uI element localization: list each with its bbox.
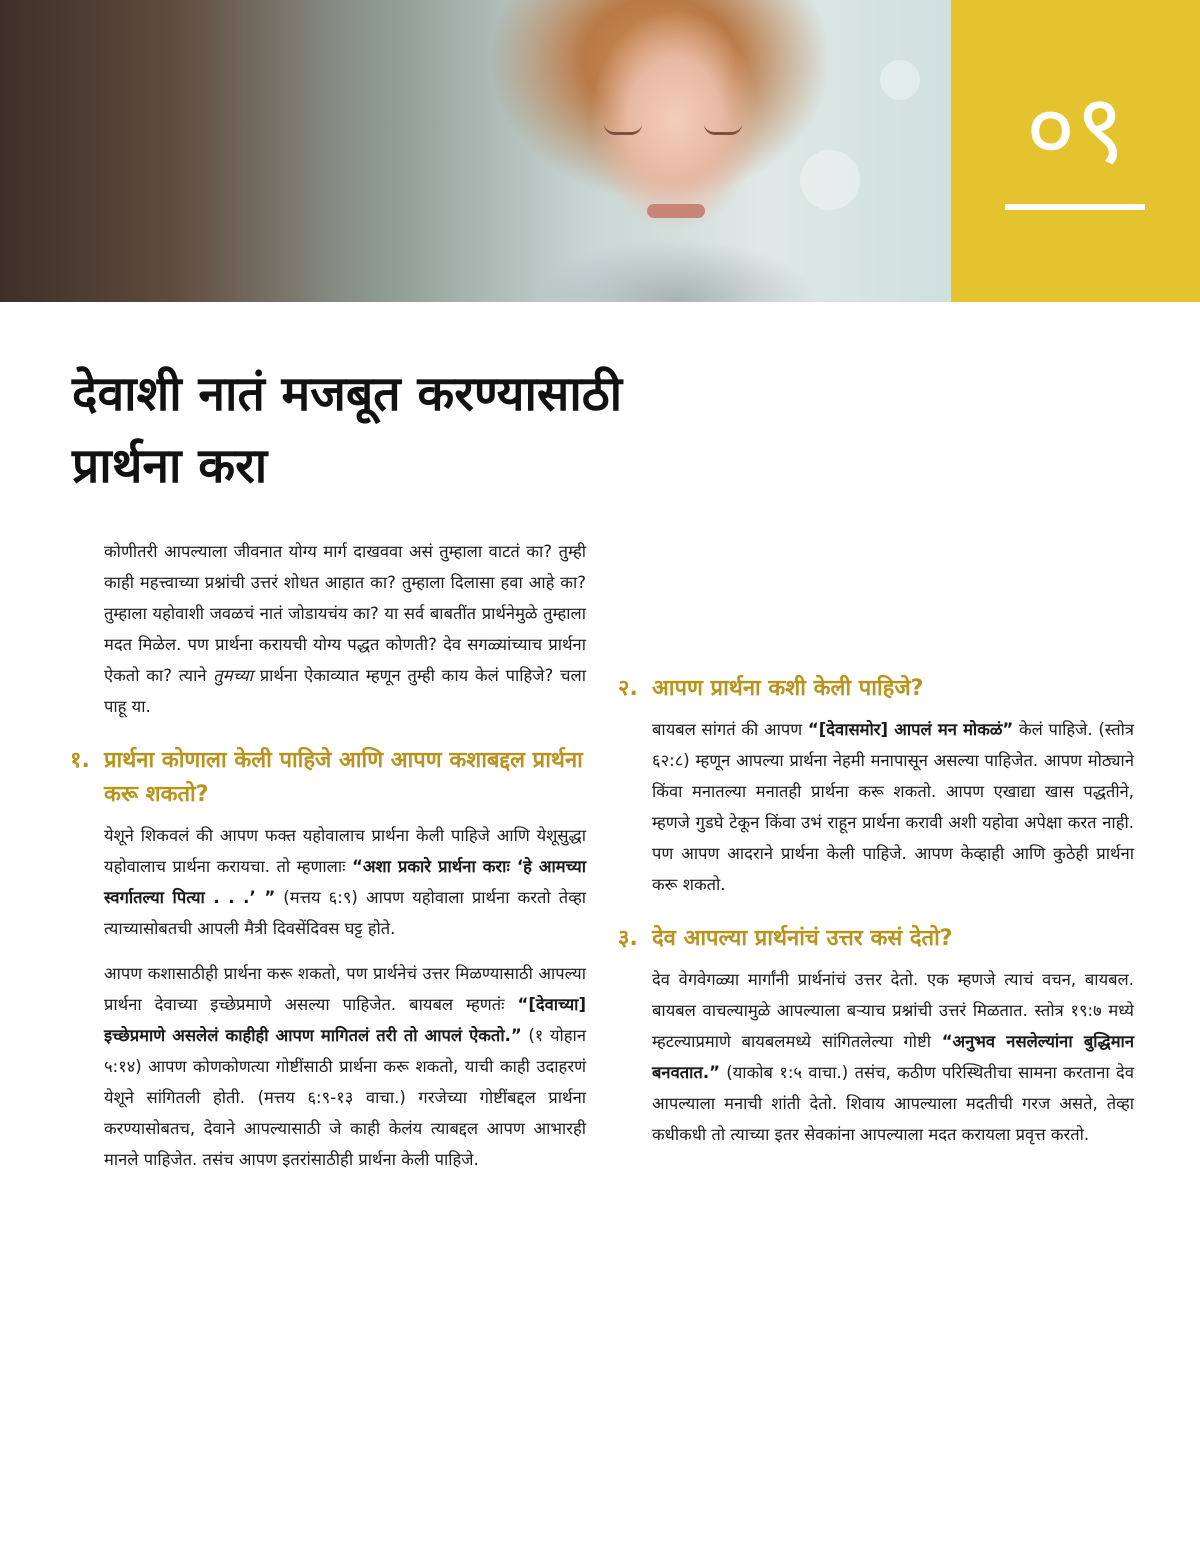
closed-eye-left <box>604 124 642 135</box>
q1-p1-text-a: येशूने शिकवलं की आपण फक्त यहोवालाच प्रार्थना केली पाहिजे आणि येशूसुद्धा यहोवालाच प्रार्थना करायचा. तो म्हणालाः <box>104 826 586 876</box>
question-3-paragraph <box>652 964 1134 1150</box>
lips <box>647 204 705 218</box>
intro-text-b: प्रार्थना ऐकाव्यात म्हणून तुम्ही काय केलं पाहिजे? चला पाहू या. <box>104 666 586 716</box>
question-2-heading <box>618 672 1134 706</box>
right-column-content <box>618 672 1135 1164</box>
q3-text-b: (याकोब १:५ वाचा.) तसंच, कठीण परिस्थितीचा सामना करताना देव आपल्याला मनाची शांती देतो. शिवाय आपल्याला मदतीची गरज असते, तेव्हा कधीकधी तो त्याच्या इतर सेवकांना आपल्याला मदत करायला प्रवृत्त करतो. <box>652 1063 1134 1144</box>
question-2-paragraph <box>652 714 1134 900</box>
hero-photo <box>0 0 951 302</box>
hero-shade <box>0 0 951 302</box>
q2-text-b: केलं पाहिजे. (स्तोत्र ६२:८) म्हणून आपल्या प्रार्थना नेहमी मनापासून असल्या पाहिजेत. आपण मोठ्याने किंवा मनातल्या मनातही प्रार्थना करू शकतो. आपण एखाद्या खास पद्धतीने, म्हणजे गुडघे टेकून किंवा उभं राहून प्रार्थना करावी अशी यहोवा अपेक्षा करत नाही. पण आपण आदराने प्रार्थना केली पाहिजे. आपण केव्हाही आणि कुठेही प्रार्थना करू शकतो. <box>652 720 1135 894</box>
bokeh-light <box>880 60 920 100</box>
intro-paragraph <box>104 536 586 722</box>
lesson-number-box <box>951 0 1200 302</box>
q3-text-a: देव वेगवेगळ्या मार्गांनी प्रार्थनांचं उत्तर देतो. एक म्हणजे त्याचं वचन, बायबल. बायबल वाचल्यामुळे आपल्याला बऱ्याच प्रश्नांची उत्तरं मिळतात. स्तोत्र १९:७ मध्ये म्हटल्याप्रमाणे बायबलमध्ये सांगितलेल्या गोष्टी <box>652 970 1134 1051</box>
q1-p1-quote: “अशा प्रकारे प्रार्थना कराः ‘हे आमच्या स्वर्गातल्या पित्या . . .’ ” <box>104 857 586 907</box>
question-1-paragraph-2 <box>104 958 586 1175</box>
lesson-number: ०९ <box>1025 73 1126 185</box>
q1-p2-text-b: (१ योहान ५:१४) आपण कोणकोणत्या गोष्टींसाठी प्रार्थना करू शकतो, याची काही उदाहरणं येशूने सांगितली होती. (मत्तय ६:९-१३ वाचा.) गरजेच्या गोष्टींबद्दल प्रार्थना करण्यासोबतच, देवाने आपल्यासाठी जे काही केलंय त्याबद्दल आपण आभारही मानले पाहिजेत. तसंच आपण इतरांसाठीही प्रार्थना केली पाहिजे. <box>104 1026 586 1169</box>
question-2-text: आपण प्रार्थना कशी केली पाहिजे? <box>652 676 924 701</box>
q2-quote: “[देवासमोर] आपलं मन मोकळं” <box>807 720 1014 739</box>
q1-p2-quote: “[देवाच्या] इच्छेप्रमाणे असलेलं काहीही आपण मागितलं तरी तो आपलं ऐकतो.” <box>104 995 586 1045</box>
bokeh-light <box>800 150 860 210</box>
question-2-number: २. <box>618 676 638 701</box>
closed-eye-right <box>704 124 742 135</box>
question-1-heading <box>70 744 586 812</box>
q1-p2-text-a: आपण कशासाठीही प्रार्थना करू शकतो, पण प्रार्थनेचं उत्तर मिळण्यासाठी आपल्या प्रार्थना देवाच्या इच्छेप्रमाणे असल्या पाहिजेत. बायबल म्हणतंः <box>104 964 586 1014</box>
question-3-number: ३. <box>618 926 638 951</box>
question-1-number: १. <box>70 748 90 773</box>
question-3-text: देव आपल्या प्रार्थनांचं उत्तर कसं देतो? <box>652 926 953 951</box>
lesson-number-rule <box>1005 204 1145 210</box>
left-column <box>70 536 586 1189</box>
q2-text-a: बायबल सांगतं की आपण <box>652 720 808 739</box>
question-3-heading <box>618 922 1134 956</box>
page-title <box>72 358 872 502</box>
title-line-1: देवाशी नातं मजबूत करण्यासाठी <box>72 366 623 422</box>
title-line-2: प्रार्थना करा <box>72 438 268 494</box>
q3-quote: “अनुभव नसलेल्यांना बुद्धिमान बनवतात.” <box>652 1032 1134 1082</box>
question-1-paragraph-1 <box>104 820 586 944</box>
question-1-text: प्रार्थना कोणाला केली पाहिजे आणि आपण कशाबद्दल प्रार्थना करू शकतो? <box>104 748 583 807</box>
intro-text-a: कोणीतरी आपल्याला जीवनात योग्य मार्ग दाखववा असं तुम्हाला वाटतं का? तुम्ही काही महत्त्वाच्या प्रश्नांची उत्तरं शोधत आहात का? तुम्हाला दिलासा हवा आहे का? तुम्हाला यहोवाशी जवळचं नातं जोडायचंय का? या सर्व बाबतींत प्रार्थनेमुळे तुम्हाला मदत मिळेल. पण प्रार्थना करायची योग्य पद्धत कोणती? देव सगळ्यांच्याच प्रार्थना ऐकतो का? त्याने <box>104 542 586 685</box>
q1-p1-text-b: (मत्तय ६:९) आपण यहोवाला प्रार्थना करतो तेव्हा त्याच्यासोबतची आपली मैत्री दिवसेंदिवस घट्ट होते. <box>104 888 586 938</box>
intro-italic: तुमच्या <box>213 666 253 685</box>
